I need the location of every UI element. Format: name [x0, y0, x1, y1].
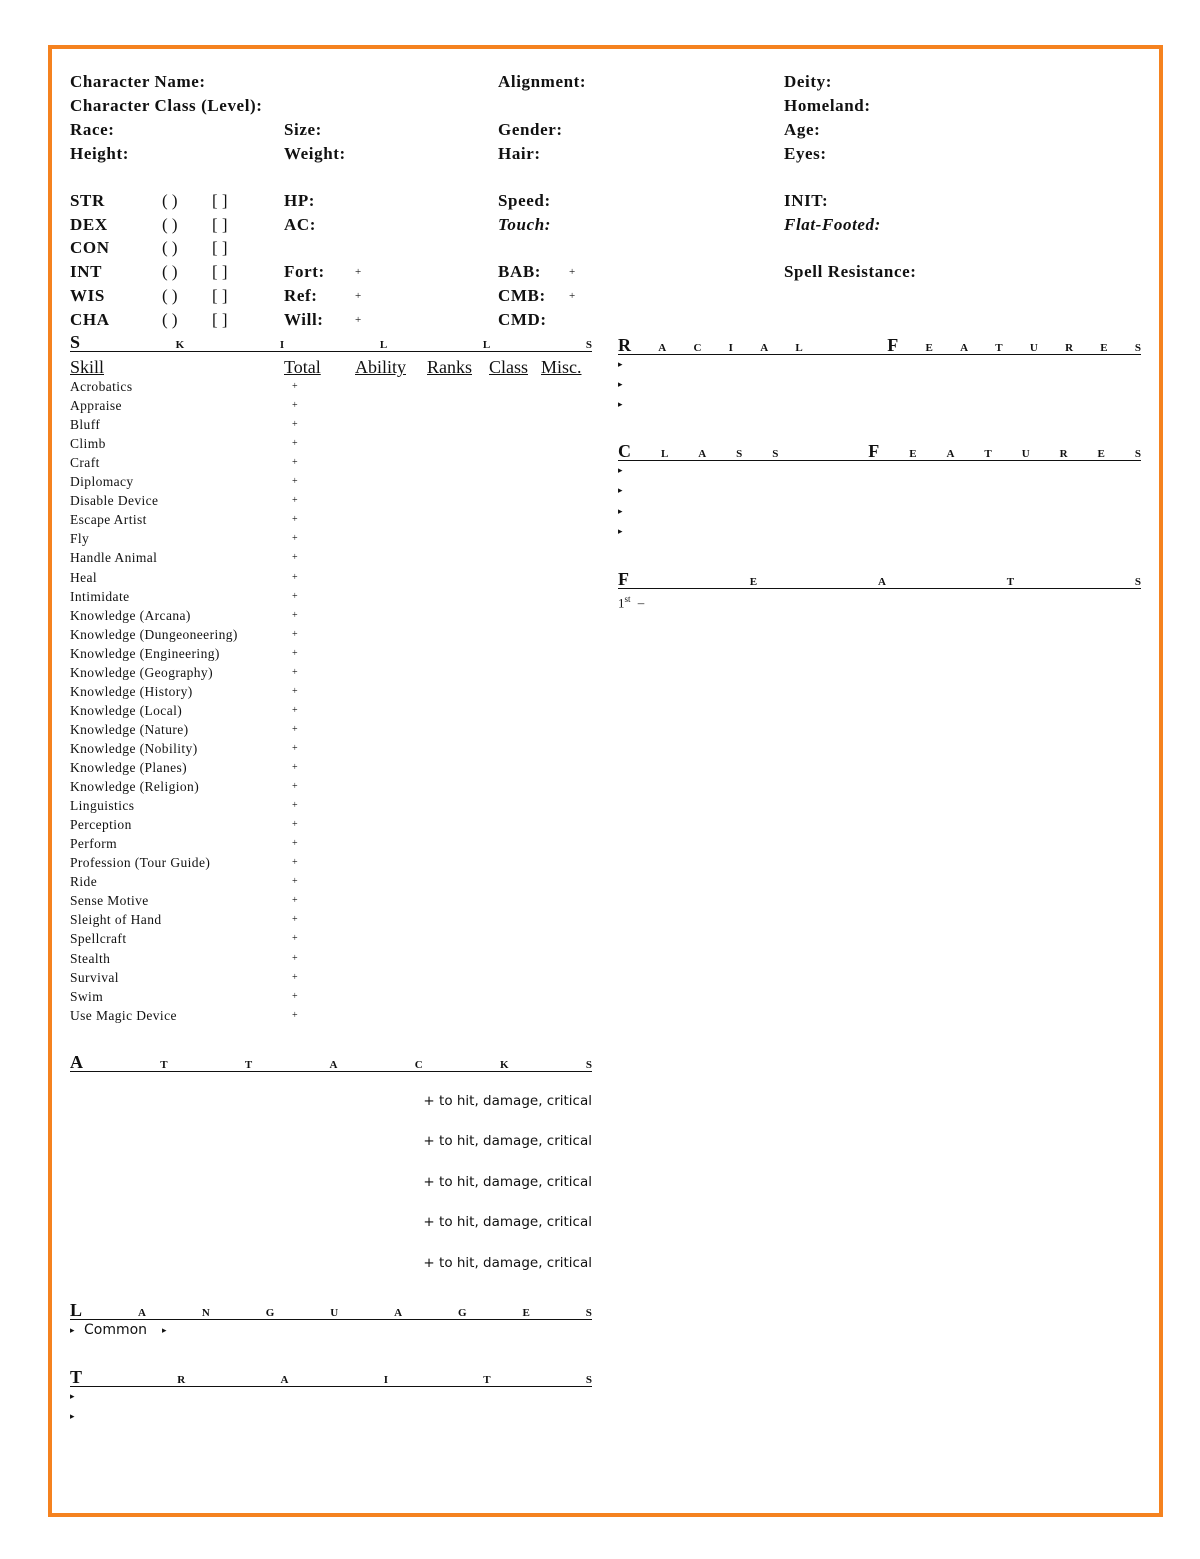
skill-row-total-plus: + — [292, 800, 298, 811]
header-letter: S — [1134, 448, 1141, 460]
header-letter: K — [175, 339, 185, 351]
feats-section-header — [618, 569, 1141, 589]
skill-row-name: Knowledge (Arcana) — [70, 608, 191, 623]
header-letter: S — [585, 1059, 592, 1071]
skill-row-name: Knowledge (Nature) — [70, 722, 189, 737]
trait-bullet-icon: ▸ — [70, 1411, 75, 1421]
age-label: Age: — [784, 120, 821, 139]
header-letter: F — [868, 441, 880, 461]
class-feature-bullet-icon: ▸ — [618, 526, 623, 536]
header-letter: R — [1065, 342, 1074, 354]
header-letter: T — [1006, 576, 1015, 588]
skills-col-ability: Ability — [355, 357, 407, 377]
header-letter: S — [585, 1374, 592, 1386]
language-bullet-icon: ▸ — [162, 1325, 167, 1335]
header-letter: S — [736, 448, 743, 460]
will-plus: + — [355, 314, 362, 326]
header-letter: A — [137, 1307, 146, 1319]
skill-row-name: Heal — [70, 570, 98, 585]
header-letter: L — [795, 342, 803, 354]
class-features-section-header — [618, 441, 1141, 461]
header-letter: S — [70, 332, 81, 352]
skill-row-name: Knowledge (Engineering) — [70, 646, 220, 661]
header-letter: G — [458, 1307, 467, 1319]
cmb-label: CMB: — [498, 286, 546, 305]
bab-label: BAB: — [498, 262, 542, 281]
header-letter: L — [379, 339, 388, 351]
skill-row-name: Acrobatics — [70, 379, 133, 394]
language-bullet-icon: ▸ — [70, 1325, 75, 1335]
feat-level: 1 — [618, 595, 625, 611]
skill-row-total-plus: + — [292, 533, 298, 544]
skill-row-total-plus: + — [292, 781, 298, 792]
skills-col-ranks: Ranks — [427, 357, 472, 377]
racial-feature-bullet-icon: ▸ — [618, 359, 623, 369]
header-letter: T — [995, 342, 1003, 354]
skill-row-name: Bluff — [70, 417, 101, 432]
header-letter: F — [618, 569, 629, 589]
ability-con-score: [ ] — [212, 238, 228, 257]
ability-con-mod: ( ) — [162, 238, 178, 257]
ability-dex-score: [ ] — [212, 215, 228, 234]
fort-plus: + — [355, 266, 362, 278]
traits-section-header — [70, 1367, 592, 1387]
skill-row-total-plus: + — [292, 381, 298, 392]
speed-label: Speed: — [498, 191, 551, 210]
alignment-label: Alignment: — [498, 72, 587, 91]
ability-cha-mod: ( ) — [162, 310, 178, 329]
header-letter: E — [749, 576, 758, 588]
skill-row-name: Knowledge (Planes) — [70, 760, 188, 775]
skill-row-name: Knowledge (Religion) — [70, 779, 200, 794]
feat-level-suffix: st — [624, 594, 631, 604]
feat-text: – — [637, 595, 645, 611]
skill-row-total-plus: + — [292, 686, 298, 697]
skill-row-total-plus: + — [292, 895, 298, 906]
touch-label: Touch: — [498, 215, 552, 234]
header-letter: C — [618, 441, 631, 461]
ref-label: Ref: — [284, 286, 318, 305]
bab-plus: + — [569, 266, 576, 278]
skill-row-total-plus: + — [292, 743, 298, 754]
header-letter: T — [160, 1059, 168, 1071]
header-letter: U — [330, 1307, 339, 1319]
header-letter: A — [394, 1307, 403, 1319]
header-letter: E — [925, 342, 933, 354]
ability-wis: WIS — [70, 286, 105, 305]
racial-features-section-header — [618, 335, 1141, 355]
header-letter: A — [960, 342, 969, 354]
skill-row-name: Linguistics — [70, 798, 135, 813]
attack-row: + to hit, damage, critical — [423, 1093, 592, 1109]
skill-row-name: Profession (Tour Guide) — [70, 855, 211, 870]
ability-int-mod: ( ) — [162, 262, 178, 281]
homeland-label: Homeland: — [784, 96, 871, 115]
height-label: Height: — [70, 144, 129, 163]
skill-row-total-plus: + — [292, 572, 298, 583]
skill-row-total-plus: + — [292, 953, 298, 964]
header-letter: F — [887, 335, 899, 355]
skill-row-name: Sleight of Hand — [70, 912, 162, 927]
class-feature-bullet-icon: ▸ — [618, 506, 623, 516]
skill-row-name: Knowledge (Geography) — [70, 665, 213, 680]
gender-label: Gender: — [498, 120, 563, 139]
weight-label: Weight: — [284, 144, 346, 163]
header-letter: C — [693, 342, 702, 354]
skill-row-name: Appraise — [70, 398, 122, 413]
racial-feature-bullet-icon: ▸ — [618, 399, 623, 409]
header-letter: A — [698, 448, 707, 460]
language-item: Common — [84, 1322, 148, 1338]
skill-row-total-plus: + — [292, 591, 298, 602]
header-letter: A — [760, 342, 769, 354]
skill-row-name: Fly — [70, 531, 90, 546]
ability-cha-score: [ ] — [212, 310, 228, 329]
header-letter: R — [618, 335, 631, 355]
header-letter: U — [1029, 342, 1038, 354]
header-letter: A — [280, 1374, 289, 1386]
header-letter: A — [946, 448, 955, 460]
skill-row-total-plus: + — [292, 914, 298, 925]
attacks-section-header — [70, 1052, 592, 1072]
skill-row-total-plus: + — [292, 495, 298, 506]
languages-section-header — [70, 1300, 592, 1320]
character-name-label: Character Name: — [70, 72, 206, 91]
skill-row-name: Stealth — [70, 951, 111, 966]
character-class-label: Character Class (Level): — [70, 96, 263, 115]
attack-row: + to hit, damage, critical — [423, 1174, 592, 1190]
header-letter: T — [70, 1367, 83, 1387]
header-letter: T — [984, 448, 992, 460]
header-letter: S — [1134, 342, 1141, 354]
ac-label: AC: — [284, 215, 317, 234]
ability-con: CON — [70, 238, 110, 257]
skill-row-name: Climb — [70, 436, 106, 451]
ref-plus: + — [355, 290, 362, 302]
ability-str-score: [ ] — [212, 191, 228, 210]
fort-label: Fort: — [284, 262, 325, 281]
hair-label: Hair: — [498, 144, 541, 163]
skill-row-total-plus: + — [292, 438, 298, 449]
ability-int-score: [ ] — [212, 262, 228, 281]
skill-row-total-plus: + — [292, 552, 298, 563]
will-label: Will: — [284, 310, 324, 329]
spell-resistance-label: Spell Resistance: — [784, 262, 917, 281]
skill-row-total-plus: + — [292, 476, 298, 487]
ability-dex-mod: ( ) — [162, 215, 178, 234]
header-letter: C — [414, 1059, 423, 1071]
header-letter: S — [1134, 576, 1141, 588]
ability-wis-mod: ( ) — [162, 286, 178, 305]
deity-label: Deity: — [784, 72, 832, 91]
ability-str: STR — [70, 191, 105, 210]
attack-row: + to hit, damage, critical — [423, 1214, 592, 1230]
header-letter: T — [483, 1374, 491, 1386]
header-letter: A — [329, 1059, 338, 1071]
skill-row-name: Handle Animal — [70, 550, 158, 565]
trait-bullet-icon: ▸ — [70, 1391, 75, 1401]
skill-row-name: Knowledge (History) — [70, 684, 193, 699]
skill-row-total-plus: + — [292, 819, 298, 830]
skill-row-total-plus: + — [292, 419, 298, 430]
header-letter: E — [1100, 342, 1108, 354]
header-letter: A — [70, 1052, 83, 1072]
skill-row-name: Disable Device — [70, 493, 159, 508]
header-letter: S — [585, 339, 592, 351]
skill-row-name: Sense Motive — [70, 893, 149, 908]
cmb-plus: + — [569, 290, 576, 302]
header-letter: T — [244, 1059, 253, 1071]
cmd-label: CMD: — [498, 310, 547, 329]
ability-cha: CHA — [70, 310, 110, 329]
header-letter: G — [265, 1307, 275, 1319]
skill-row-total-plus: + — [292, 514, 298, 525]
skill-row-name: Craft — [70, 455, 100, 470]
race-label: Race: — [70, 120, 115, 139]
skill-row-name: Ride — [70, 874, 98, 889]
skill-row-name: Perception — [70, 817, 132, 832]
size-label: Size: — [284, 120, 322, 139]
skill-row-total-plus: + — [292, 857, 298, 868]
header-letter: L — [482, 339, 491, 351]
attack-row: + to hit, damage, critical — [423, 1255, 592, 1271]
skill-row-total-plus: + — [292, 762, 298, 773]
skill-row-total-plus: + — [292, 972, 298, 983]
skill-row-total-plus: + — [292, 1010, 298, 1021]
skill-row-name: Knowledge (Local) — [70, 703, 183, 718]
ability-int: INT — [70, 262, 103, 281]
skill-row-name: Intimidate — [70, 589, 130, 604]
skill-row-name: Survival — [70, 970, 119, 985]
header-letter: E — [909, 448, 917, 460]
skill-row-name: Diplomacy — [70, 474, 134, 489]
racial-feature-bullet-icon: ▸ — [618, 379, 623, 389]
ability-wis-score: [ ] — [212, 286, 228, 305]
skill-row-total-plus: + — [292, 648, 298, 659]
ability-str-mod: ( ) — [162, 191, 178, 210]
skill-row-name: Escape Artist — [70, 512, 147, 527]
header-letter: R — [177, 1374, 186, 1386]
skill-row-total-plus: + — [292, 705, 298, 716]
hp-label: HP: — [284, 191, 316, 210]
skill-row-name: Knowledge (Nobility) — [70, 741, 198, 756]
header-letter: S — [585, 1307, 592, 1319]
header-letter: E — [522, 1307, 530, 1319]
header-letter: N — [201, 1307, 210, 1319]
flat-footed-label: Flat-Footed: — [784, 215, 881, 234]
skill-row-name: Knowledge (Dungeoneering) — [70, 627, 238, 642]
skills-col-skill: Skill — [70, 357, 105, 377]
skill-row-total-plus: + — [292, 667, 298, 678]
header-letter: A — [877, 576, 886, 588]
class-feature-bullet-icon: ▸ — [618, 465, 623, 475]
header-letter: L — [660, 448, 669, 460]
eyes-label: Eyes: — [784, 144, 827, 163]
skill-row-total-plus: + — [292, 876, 298, 887]
skill-row-total-plus: + — [292, 610, 298, 621]
header-letter: R — [1059, 448, 1068, 460]
skills-col-class: Class — [489, 357, 529, 377]
skill-row-total-plus: + — [292, 933, 298, 944]
feat-entry-1st — [618, 591, 644, 611]
header-letter: L — [70, 1300, 83, 1320]
skill-row-total-plus: + — [292, 991, 298, 1002]
skills-col-total: Total — [284, 357, 321, 377]
skill-row-name: Spellcraft — [70, 931, 127, 946]
skill-row-name: Swim — [70, 989, 104, 1004]
header-letter: I — [728, 342, 733, 354]
header-letter: I — [383, 1374, 388, 1386]
skill-row-name: Perform — [70, 836, 118, 851]
skill-row-total-plus: + — [292, 457, 298, 468]
skill-row-total-plus: + — [292, 724, 298, 735]
header-letter: K — [500, 1059, 509, 1071]
skill-row-name: Use Magic Device — [70, 1008, 177, 1023]
header-letter: U — [1021, 448, 1030, 460]
skills-section-header — [70, 332, 592, 352]
class-feature-bullet-icon: ▸ — [618, 485, 623, 495]
skill-row-total-plus: + — [292, 400, 298, 411]
header-letter: I — [279, 339, 285, 351]
init-label: INIT: — [784, 191, 829, 210]
attack-row: + to hit, damage, critical — [423, 1133, 592, 1149]
header-letter: S — [772, 448, 779, 460]
ability-dex: DEX — [70, 215, 108, 234]
skill-row-total-plus: + — [292, 838, 298, 849]
skill-row-total-plus: + — [292, 629, 298, 640]
skills-col-misc: Misc. — [541, 357, 582, 377]
header-letter: A — [658, 342, 667, 354]
header-letter: E — [1097, 448, 1105, 460]
